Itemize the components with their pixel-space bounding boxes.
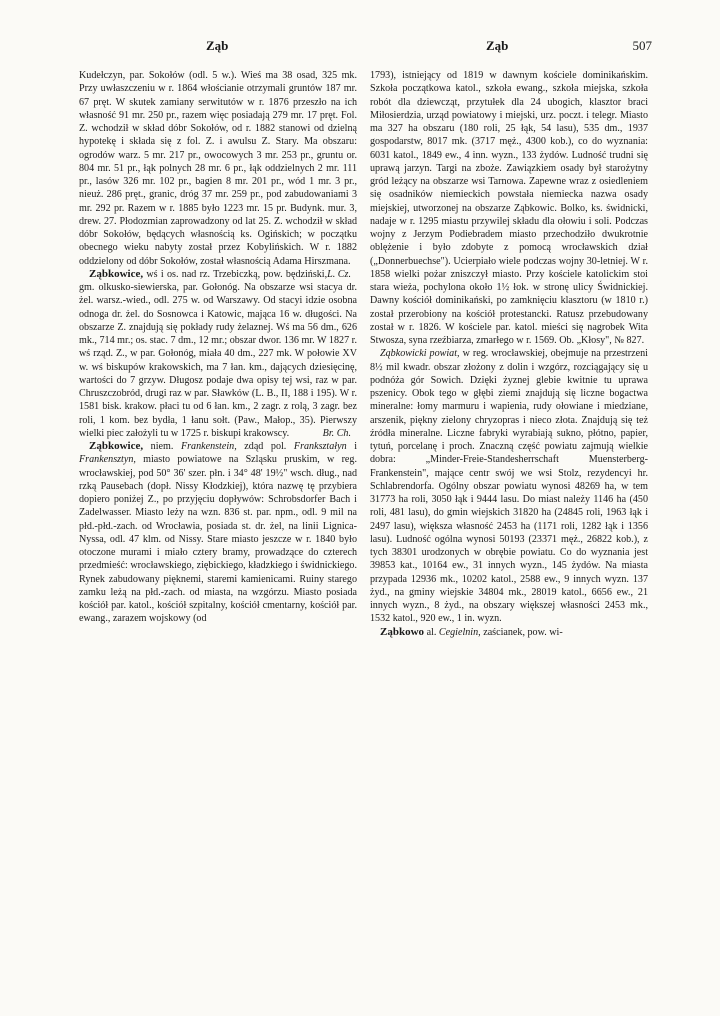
entry-zabkowicki-powiat [370, 347, 648, 625]
entry-zabkowice-continuation [370, 69, 648, 347]
entry-text: i [354, 441, 357, 452]
right-column [370, 69, 648, 639]
entry-headword: Ząbkowo [380, 625, 425, 638]
author-signature: L. Cz. [327, 268, 351, 280]
entry-text: 1793), istniejący od 1819 w dawnym kościele dominikańskim. Szkoła początkowa katol., szkoła ewang., szkoła miejska, szkoła robót dla dziewcząt, przytułek dla 24 ubogich, klasztor braci Miłosierdzia, urząd powiatowy i miejski, urz. poczt. i telegr. Miasto ma 327 ha obszaru (180 roli, 25 łąk, 54 lasu), 535 dm., 1937 gospodarstw, 8017 mk. (3717 męż., 4300 kob.), co do wyznania: 6031 katol., 1849 ew., 4 inn. wyzn., 133 żydów. Ludność trudni się uprawą jarzyn. Targi na zboże. Zawiązkiem osady był starożytny gród leżący na obszarze wsi Tarnowa. Zapewne wraz z osiedleniem się osadników niemieckich powstała niemiecka nazwa osady miejskiej, utworzonej na obszarze Ząbkowic. Bolko, ks. świdnicki, nadaje w r. 1295 miastu przywilej składu dla ołowiu i soli. Podczas wojny z Jerzym Podiebradem miasto przechodziło dwukrotnie oblężenie i było zdobyte z pomocą wrocławskich dział („Donnerbuechse"). Ucierpiało wiele podczas wojny 30-letniej. W r. 1858 wielki pożar zniszczył miasto. Przy kościele katolickim stoi stara wieża, pochylona około 1½ łok. w stronę ulicy Świdnickiej. Dawny kościół dominikański, po zamknięciu klasztoru (w 1810 r.) został przerobiony na kościół protestancki. Ratusz przebudowany został w r. 1826. W kościele par. katol. mieści się nagrobek Wita Stwosza, syna rzeźbiarza, zmarłego w r. 1569. Ob. „Kłosy", № 827. [370, 70, 648, 346]
header-left-word: Ząb [206, 38, 229, 53]
entry-italic-term: Cegielnin, [438, 626, 481, 638]
entry-text: zdąd pol. [244, 441, 287, 452]
entry-zabkowice-frankenstein [79, 440, 357, 626]
left-column [79, 69, 357, 626]
entry-italic-term: Frankształyn [293, 441, 347, 452]
entry-text: zaścianek, pow. wi- [483, 626, 563, 638]
entry-text: miasto powiatowe na Szląsku pruskim, w reg. wrocławskiej, pod 50° 36' szer. płn. i 34° 48' 19½" wsch. dług., nad rzką Pausebach (dopł. Nissy Kłodzkiej), która nazwę tę przybiera dopiero poniżej Z., po przyjęciu dopływów: Schrobsdorfer Bach i Zadelwasser. Miasto leży na wzn. 836 st. par. npm., odl. 9 mil na płd.-płd.-zach. od Wrocławia, posiada st. dr. żel, na linii Lignica-Nyssa, odl. 47 klm. od Nissy. Stare miasto jeszcze w r. 1840 było otoczone murami i miało cztery bramy, prowadzące do czterech przedmieść: wrocławskiego, ziębickiego, kładzkiego i świdnickiego. Rynek zabudowany pięknemi, staremi kamienicami. Ruiny starego zamku leżą na płd.-zach. od miasta, na wzgórzu. Miasto posiada kościół par. katol., kościół szpitalny, kościół cmentarny, kościół par. ewang., zarazem wojskowy (od [79, 454, 357, 625]
page-number: 507 [632, 38, 652, 53]
entry-headword: Ząbkowicki powiat, [380, 348, 460, 360]
entry-zabkowice-bedzinski [79, 268, 357, 440]
entry-headword: Ząbkowice, [89, 440, 144, 452]
entry-text: Kudełczyn, par. Sokołów (odl. 5 w.). Wieś ma 38 osad, 325 mk. Przy uwłaszczeniu w r. 1864 włościanie otrzymali gruntów 187 mr. 67 pręt. W skutek zamiany serwitutów w r. 1876 przeszło na ich własność 91 mr. 250 pr., razem więc posiadają 279 mr. 17 pręt. Fol. Z. wchodził w skład dóbr Sokołów, od r. 1882 stanowi od dzielną hypotekę i składa się z fol. Z. i awulsu Z. Stary. Ma obszaru: ogrodów warz. 5 mr. 217 pr., owocowych 3 mr. 253 pr., gruntu or. 804 mr. 51 pr., łąk polnych 28 mr. 6 pr., łąk oddzielnych 2 mr. 111 pr., lasów 326 mr. 102 pr., bagien 8 mr. 201 pr., wód 1 mr. 3 pr., nieuż. 286 pręt., granic, dróg 37 mr. 259 pr., pod zabudowaniami 3 mr. 292 pr. Razem w r. 1885 było 1223 mr. 15 pr. Budynk. mur. 3, drew. 27. Płodozmian zaprowadzony od lat 25. Z. wchodził w skład dóbr Sokołów, będących własnością ks. Ogińskich; w początku obecnego wieku nabyty został przez Kobylińskich. W r. 1882 oddzielony od dóbr Sokołów, został własnością Adama Hirszmana. [79, 70, 357, 267]
entry-zabkowo [370, 626, 648, 639]
entry-text: al. [426, 626, 437, 638]
entry-text: wś i os. nad rz. Trzebiczką, pow. będziński, gm. olkusko-siewierska, par. Gołonóg. Na obszarze wsi stacya dr. żel. warsz.-wied., odl. 275 w. od Warszawy. Od stacyi idzie osobna odnoga dr. żel. do Sosnowca i Katowic, mająca 16 w. długości. Na obszarze Z. znajdują się pokłady rudy żelaznej. Wś ma 56 dm., 626 mk., 714 mr.; os. stac. 7 dm., 12 mr.; obszar dwor. 136 mr. W 1827 r. wś rząd. Z., w par. Gołonóg, miała 40 dm., 227 mk. W połowie XV w. wś biskupów krakowskich, ma 7 łan. km., dających dziesięcinę, wartości do 7 grzyw. Długosz podaje dwa opisy tej wsi, raz w par. Chruszczobród, drugi raz w par. Sławków (L. B., II, 188 i 195). W r. 1581 bisk. krakow. płaci tu od 6 łan. km., 2 zagr. z rolą, 3 zagr. bez roli, 1 kom. bez bydła, 1 łanu sołt. (Paw., Małop., 35). Pierwszy wielki piec założyli tu w 1725 r. biskupi krakowscy. [79, 268, 357, 439]
entry-italic-term: Frankensztyn, [79, 454, 136, 466]
header-center-word: Ząb [486, 38, 509, 53]
entry-italic-term: Frankenstein, [180, 441, 237, 452]
running-header [80, 38, 652, 58]
entry-text: niem. [150, 441, 174, 452]
author-signature: Br. Ch. [322, 427, 351, 439]
entry-headword: Ząbkowice, [89, 267, 144, 280]
entry-text: w reg. wrocławskiej, obejmuje na przestrzeni 8½ mil kwadr. obszar złożony z dolin i wzgórz, rozciągający się u podnóża gór Sowich. Dzięki żyznej glebie kwitnie tu uprawa pszenicy. Obok tego w głębi ziemi znajdują się liczne bogactwa mineralne: łomy marmuru i wapienia, rudy ołowiane i miedziane, arszenik, piękny zielony chryzopras i nieco złota. Znajdują się też źródła mineralne. Liczne fabryki wyrabiają sukno, płótno, papier, tytuń, porcelanę i proch. Znaczną część powiatu zajmują wielkie dobra: „Minder-Freie-Standesherrschaft Muensterberg-Frankenstein", mające centr swój we wsi Stolz, rezydencyi hr. Schlabrendorfa. Ogólny obszar powiatu wynosi 48269 ha, w tem 31773 ha roli, 3050 łąk i 9444 lasu. Do miast należy 1146 ha (450 roli, 481 lasu), do gmin wiejskich 31820 ha (24845 roli, 1963 łąk i 2497 lasu), większa własność 2453 ha (1171 roli, 1282 łąk i 1356 lasu). Ludność ogólna wynosi 50193 (23371 męż., 26822 kob.), z tych 38301 urodzonych w obrębie powiatu. Co do wyznania jest 39853 kat., 10164 ew., 31 innych wyzn., 145 żydów. Na miasta przypada 12936 mk., 10202 katol., 2588 ew., 9 innych wyzn. 137 żyd., na gminy wiejskie 34804 mk., 28019 katol., 6656 ew., 21 innych wyzn., 8 żyd., na obszary większej własności 2453 mk., 1532 katol., 920 ew., 1 in. wyzn. [370, 348, 648, 625]
